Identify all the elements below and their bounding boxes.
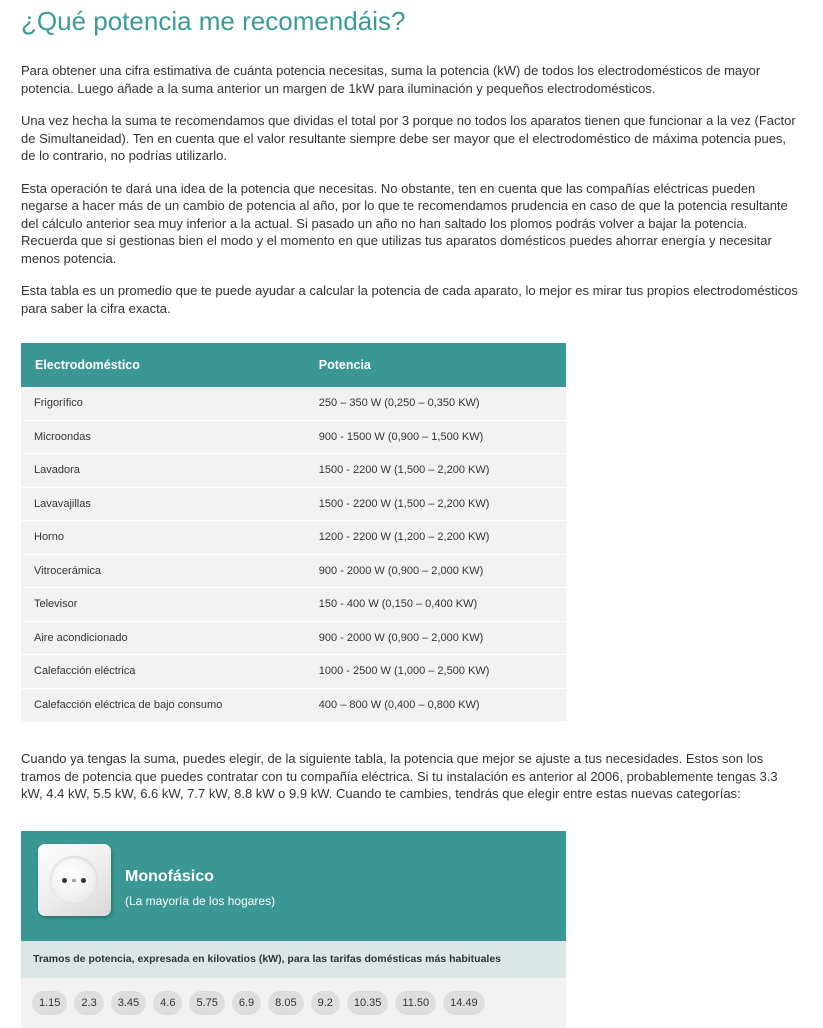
table-row xyxy=(21,621,566,655)
appliance-power: 1500 - 2200 W (1,500 – 2,200 KW) xyxy=(307,454,566,488)
table-header-row xyxy=(21,343,566,387)
power-tier-chip[interactable]: 2.3 xyxy=(74,991,103,1015)
appliance-power-table xyxy=(21,343,566,722)
article xyxy=(21,0,801,1028)
appliance-power: 150 - 400 W (0,150 – 0,400 KW) xyxy=(307,588,566,622)
header-power: Potencia xyxy=(307,343,566,387)
appliance-power: 400 – 800 W (0,400 – 0,800 KW) xyxy=(307,688,566,722)
appliance-power: 1500 - 2200 W (1,500 – 2,200 KW) xyxy=(307,487,566,521)
appliance-power: 900 - 2000 W (0,900 – 2,000 KW) xyxy=(307,621,566,655)
monophase-card xyxy=(21,831,566,1028)
table-row xyxy=(21,487,566,521)
appliance-power: 1000 - 2500 W (1,000 – 2,500 KW) xyxy=(307,655,566,689)
appliance-name: Frigorífico xyxy=(21,387,307,420)
power-tiers-caption: Tramos de potencia, expresada en kilovatios (kW), para las tarifas domésticas más habituales xyxy=(21,941,566,978)
paragraph-intro: Para obtener una cifra estimativa de cuánta potencia necesitas, suma la potencia (kW) de todos los electrodomésticos de mayor potencia. Luego añade a la suma anterior un margen de 1kW para iluminación y pequeños electrodomésticos. xyxy=(21,63,761,96)
power-tier-chip[interactable]: 11.50 xyxy=(395,991,436,1015)
appliance-name: Calefacción eléctrica xyxy=(21,655,307,689)
table-row xyxy=(21,554,566,588)
appliance-name: Horno xyxy=(21,521,307,555)
appliance-power: 1200 - 2200 W (1,200 – 2,200 KW) xyxy=(307,521,566,555)
table-row xyxy=(21,420,566,454)
paragraph-power-tiers: Cuando ya tengas la suma, puedes elegir, de la siguiente tabla, la potencia que mejor se ajuste a tus necesidades. Estos son los tramos de potencia que puedes contratar con tu compañía eléctrica. Si tu instalación es anterior al 2006, probablemente tengas 3.3 kW, 4.4 kW, 5.5 kW, 6.6 kW, 7.7 kW, 8.8 kW o 9.9 kW. Cuando te cambies, tendrás que elegir entre estas nuevas categorías: xyxy=(21,751,778,801)
table-row xyxy=(21,521,566,555)
table-row xyxy=(21,387,566,420)
paragraph-simultaneity: Una vez hecha la suma te recomendamos que dividas el total por 3 porque no todos los aparatos tienen que funcionar a la vez (Factor de Simultaneidad). Ten en cuenta que el valor resultante siempre debe ser mayor que el electrodoméstico de máxima potencia pues, de lo contrario, no podrías utilizarlo. xyxy=(21,113,796,163)
monophase-subtitle: (La mayoría de los hogares) xyxy=(125,893,276,908)
paragraph-prudence: Esta operación te dará una idea de la potencia que necesitas. No obstante, ten en cuenta que las compañías eléctricas pueden negarse a hacer más de un cambio de potencia al año, por lo que te recomendamos prudencia en caso de que la potencia resultante del cálculo anterior sea muy inferior a la actual. Si pasado un año no han saltado los plomos podrás volver a bajar la potencia. Recuerda que si gestionas bien el modo y el momento en que utilizas tus aparatos domésticos puedes ahorrar energía y necesitar menos potencia. xyxy=(21,180,788,266)
monophase-title: Monofásico xyxy=(125,867,214,885)
power-tier-chip[interactable]: 10.35 xyxy=(347,991,389,1015)
appliance-power: 900 - 2000 W (0,900 – 2,000 KW) xyxy=(307,554,566,588)
power-tier-chip[interactable]: 5.75 xyxy=(189,991,224,1015)
table-row xyxy=(21,588,566,622)
paragraph-table-intro: Esta tabla es un promedio que te puede ayudar a calcular la potencia de cada aparato, lo mejor es mirar tus propios electrodomésticos para saber la cifra exacta. xyxy=(21,283,798,316)
power-tier-chip[interactable]: 4.6 xyxy=(153,991,182,1015)
monophase-header xyxy=(21,831,566,941)
appliance-name: Televisor xyxy=(21,588,307,622)
appliance-name: Lavadora xyxy=(21,454,307,488)
power-tier-chip[interactable]: 1.15 xyxy=(32,991,67,1015)
power-tier-list xyxy=(21,978,566,1028)
appliance-name: Microondas xyxy=(21,420,307,454)
table-row xyxy=(21,454,566,488)
appliance-name: Calefacción eléctrica de bajo consumo xyxy=(21,688,307,722)
power-socket-icon xyxy=(38,844,111,916)
appliance-name: Vitrocerámica xyxy=(21,554,307,588)
table-row xyxy=(21,688,566,722)
page-title: ¿Qué potencia me recomendáis? xyxy=(21,6,406,36)
power-tier-chip[interactable]: 6.9 xyxy=(232,991,261,1015)
appliance-power: 900 - 1500 W (0,900 – 1,500 KW) xyxy=(307,420,566,454)
appliance-name: Aire acondicionado xyxy=(21,621,307,655)
power-tier-chip[interactable]: 3.45 xyxy=(111,991,146,1015)
power-tier-chip[interactable]: 14.49 xyxy=(443,991,485,1015)
table-row xyxy=(21,655,566,689)
power-tier-chip[interactable]: 8.05 xyxy=(268,991,303,1015)
appliance-power: 250 – 350 W (0,250 – 0,350 KW) xyxy=(307,387,566,420)
header-appliance: Electrodoméstico xyxy=(21,343,307,387)
power-tier-chip[interactable]: 9.2 xyxy=(311,991,340,1015)
appliance-name: Lavavajillas xyxy=(21,487,307,521)
